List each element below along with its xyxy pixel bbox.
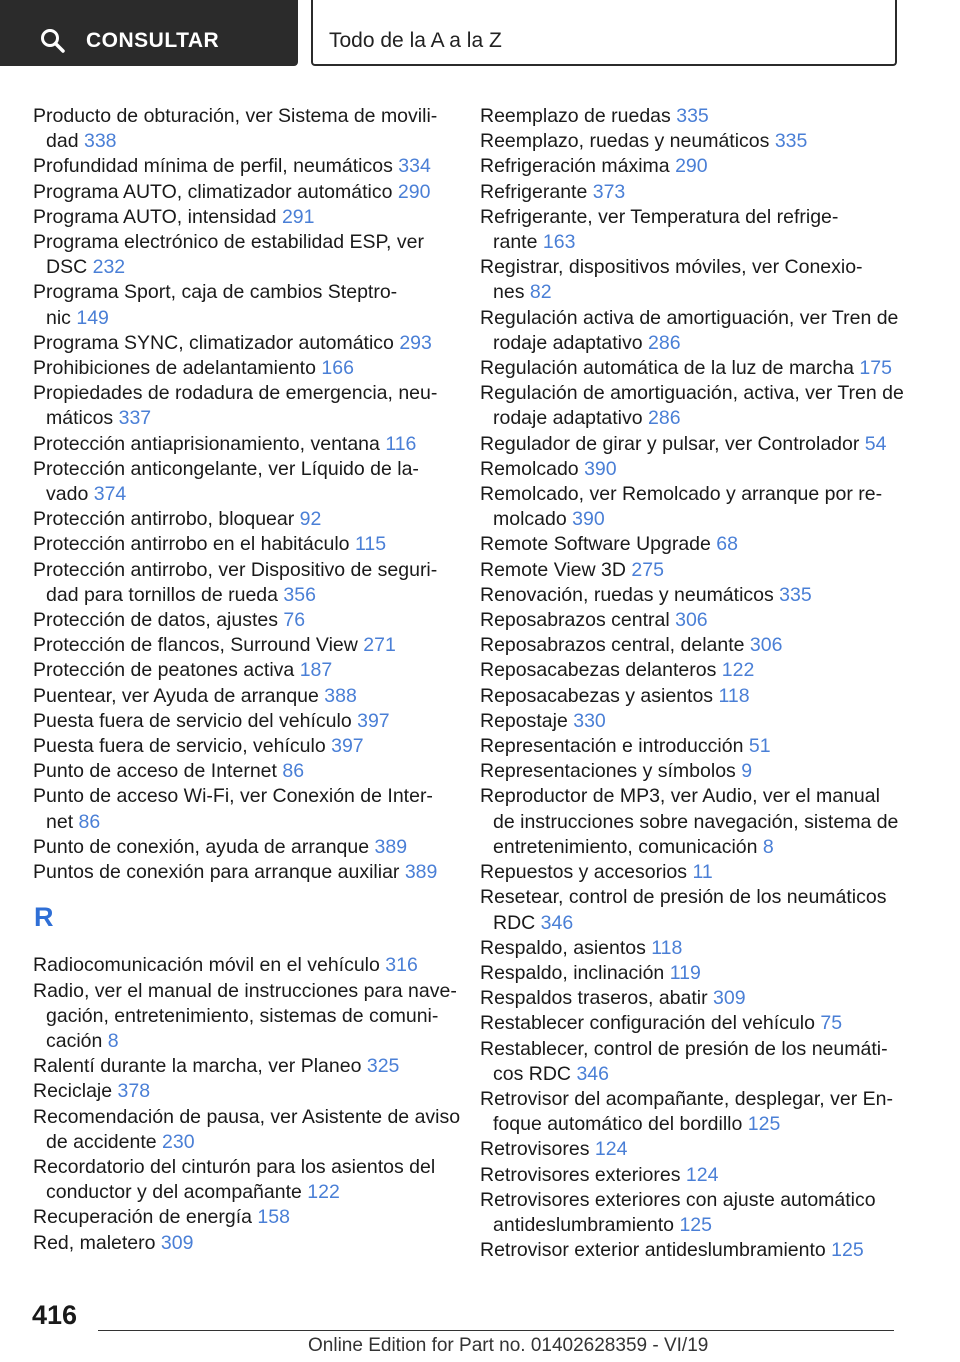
index-entry-text: rodaje adaptativo: [493, 407, 643, 430]
page-link[interactable]: 119: [669, 961, 701, 984]
index-entry-text: Reemplazo de ruedas: [480, 105, 671, 127]
index-entry-text: Programa AUTO, climatizador automático: [33, 180, 393, 203]
index-entry-text: Profundidad mínima de perfil, neumáticos: [33, 155, 393, 178]
index-entry: [480, 1238, 900, 1263]
index-entry: [33, 180, 458, 205]
index-entry: [33, 1155, 458, 1205]
index-entry: [33, 759, 458, 784]
index-entry: [33, 356, 458, 381]
index-entry: [33, 280, 458, 330]
index-entry-text: Restablecer, control de presión de los neumáti-: [480, 1037, 888, 1060]
page-link[interactable]: 325: [366, 1055, 400, 1078]
index-entry-text: Respaldo, asientos: [480, 936, 646, 959]
consult-button[interactable]: [0, 0, 298, 66]
page-link[interactable]: 122: [307, 1181, 340, 1204]
index-entry-text: Regulador de girar y pulsar, ver Controlador: [480, 432, 860, 455]
index-entry: [480, 104, 900, 129]
page-link[interactable]: 122: [721, 659, 755, 682]
page-link[interactable]: 389: [374, 835, 408, 858]
page-link[interactable]: 8: [107, 1029, 119, 1052]
tab-index-label: Todo de la A a la Z: [329, 29, 502, 52]
index-entry: [480, 154, 900, 179]
index-entry-text: Refrigerante: [480, 180, 588, 203]
index-entry: [480, 709, 900, 734]
index-entry: [33, 784, 458, 834]
top-bar: [0, 0, 960, 66]
page-link[interactable]: 116: [385, 432, 417, 455]
index-entry: [480, 306, 900, 356]
index-entry-text: Protección antirrobo, bloquear: [33, 508, 295, 531]
index-entry-text: Restablecer configuración del vehículo: [480, 1012, 815, 1035]
page-link[interactable]: 373: [592, 180, 626, 203]
index-entry: [480, 432, 900, 457]
index-entry-text: de accidente: [46, 1130, 157, 1153]
page-link[interactable]: 54: [864, 432, 887, 455]
index-entry: [33, 507, 458, 532]
page-link[interactable]: 118: [718, 684, 750, 707]
page-link[interactable]: 115: [354, 533, 387, 556]
index-entry: [480, 558, 900, 583]
index-entry-text: Reposabrazos central, delante: [480, 634, 745, 657]
index-list-p: [33, 104, 458, 885]
page-link[interactable]: 271: [363, 634, 396, 657]
page-link[interactable]: 51: [748, 735, 771, 758]
index-entry-text: Propiedades de rodadura de emergencia, neu-: [33, 382, 438, 405]
index-entry: [480, 684, 900, 709]
index-entry-text: Regulación activa de amortiguación, ver Tren de: [480, 306, 899, 329]
index-entry: [480, 633, 900, 658]
page-link[interactable]: 86: [78, 810, 101, 833]
page-number: 416: [32, 1300, 78, 1330]
index-entry-text: Protección antirrobo, ver Dispositivo de seguri-: [33, 558, 438, 581]
index-entry: [480, 860, 900, 885]
page-link[interactable]: 158: [257, 1206, 290, 1229]
index-entry-text: Protección anticongelante, ver Líquido de la-: [33, 457, 419, 480]
index-entry: [480, 986, 900, 1011]
index-entry-text: Refrigerante, ver Temperatura del refrige-: [480, 205, 839, 228]
index-entry-text: Protección de datos, ajustes: [33, 609, 278, 632]
page-link[interactable]: 290: [675, 155, 708, 178]
index-entry: [33, 633, 458, 658]
page-link[interactable]: 8: [762, 835, 774, 858]
index-entry-text: Recomendación de pausa, ver Asistente de aviso: [33, 1105, 461, 1128]
page-link[interactable]: 335: [779, 583, 812, 606]
index-entry: [33, 532, 458, 557]
index-entry: [480, 381, 904, 431]
footer-divider: [98, 1330, 894, 1331]
index-entry-text: Protección antiaprisionamiento, ventana: [33, 432, 380, 455]
page-link[interactable]: 356: [283, 583, 316, 606]
page-link[interactable]: 124: [685, 1163, 719, 1186]
index-entry-text: rodaje adaptativo: [493, 331, 643, 354]
page-link[interactable]: 230: [162, 1130, 195, 1153]
index-entry-text: Reposacabezas y asientos: [480, 684, 714, 707]
index-entry-text: Repuestos y accesorios: [480, 861, 688, 884]
index-entry-text: Renovación, ruedas y neumáticos: [480, 583, 774, 606]
index-entry-text: conductor y del acompañante: [46, 1181, 302, 1204]
page-link[interactable]: 163: [542, 231, 576, 254]
index-entry-text: de instrucciones sobre navegación, sistema de: [493, 810, 899, 833]
index-entry: [33, 734, 458, 759]
index-entry: [480, 1163, 900, 1188]
index-list-r: [33, 953, 461, 1255]
index-entry-text: Representaciones y símbolos: [480, 760, 736, 783]
index-entry-text: Puentear, ver Ayuda de arranque: [33, 684, 319, 707]
index-entry: [480, 255, 900, 305]
index-entry: [480, 1087, 900, 1137]
page-link[interactable]: 149: [76, 306, 109, 329]
index-entry-text: Programa Sport, caja de cambios Steptro-: [33, 281, 398, 304]
page-link[interactable]: 338: [83, 130, 117, 153]
index-entry-text: Reemplazo, ruedas y neumáticos: [480, 130, 770, 153]
page-link[interactable]: 125: [831, 1239, 864, 1262]
index-entry-text: Red, maletero: [33, 1231, 156, 1254]
index-entry: [480, 482, 900, 532]
index-entry: [33, 104, 458, 154]
index-entry: [480, 180, 900, 205]
index-entry-text: Retrovisores exteriores con ajuste automático: [480, 1188, 876, 1211]
index-entry: [480, 583, 900, 608]
index-entry: [480, 1037, 900, 1087]
page-link[interactable]: 334: [398, 155, 431, 178]
index-entry-text: cación: [46, 1029, 103, 1052]
page-link[interactable]: 125: [747, 1113, 781, 1136]
page-link[interactable]: 330: [573, 709, 606, 732]
index-entry-text: Puntos de conexión para arranque auxiliar: [33, 861, 400, 884]
index-entry: [33, 953, 458, 978]
index-entry-text: Producto de obturación, ver Sistema de movili-: [33, 105, 438, 127]
page-link[interactable]: 92: [299, 508, 322, 531]
index-entry: [33, 835, 458, 860]
index-entry-text: entretenimiento, comunicación: [493, 835, 758, 858]
page-link[interactable]: 335: [676, 105, 709, 127]
index-entry: [33, 1105, 461, 1155]
index-entry-text: antideslumbramiento: [493, 1213, 675, 1236]
index-entry-text: Punto de acceso de Internet: [33, 760, 277, 783]
index-entry: [33, 1079, 458, 1104]
index-entry: [33, 558, 458, 608]
page-link[interactable]: 306: [675, 609, 708, 632]
page-link[interactable]: 125: [679, 1213, 712, 1236]
index-entry: [480, 457, 900, 482]
index-entry: [33, 684, 458, 709]
index-entry: [480, 961, 900, 986]
index-entry-text: Protección antirrobo en el habitáculo: [33, 533, 350, 556]
page-link[interactable]: 82: [529, 281, 552, 304]
index-entry-text: Recuperación de energía: [33, 1206, 252, 1229]
index-entry-text: Repostaje: [480, 709, 568, 732]
index-entry-text: dad: [46, 130, 79, 153]
page-link[interactable]: 374: [93, 483, 127, 506]
page-link[interactable]: 86: [282, 760, 305, 783]
page-link[interactable]: 309: [713, 987, 746, 1010]
index-entry-text: Recordatorio del cinturón para los asientos del: [33, 1155, 436, 1178]
page-link[interactable]: 309: [160, 1231, 194, 1254]
page-link[interactable]: 346: [576, 1062, 609, 1085]
index-entry: [33, 381, 458, 431]
index-entry-text: Programa SYNC, climatizador automático: [33, 331, 394, 354]
index-entry-text: rante: [493, 231, 538, 254]
page-link[interactable]: 124: [594, 1138, 628, 1161]
index-entry: [480, 658, 900, 683]
page-link[interactable]: 378: [117, 1080, 151, 1103]
section-letter-r: R: [34, 902, 54, 933]
index-entry: [480, 885, 900, 935]
index-entry: [33, 608, 458, 633]
index-entry-text: Reposabrazos central: [480, 609, 670, 632]
page-link[interactable]: 293: [399, 331, 432, 354]
page-link[interactable]: 388: [324, 684, 357, 707]
index-entry-text: Protección de peatones activa: [33, 659, 295, 682]
index-entry: [33, 331, 458, 356]
index-entry-text: Respaldos traseros, abatir: [480, 987, 708, 1010]
index-entry: [33, 205, 458, 230]
page-link[interactable]: 75: [820, 1012, 843, 1035]
consult-label: CONSULTAR: [86, 29, 220, 52]
index-column-right: [480, 104, 904, 1263]
index-entry-text: Retrovisor exterior antideslumbramiento: [480, 1239, 826, 1262]
index-entry: [480, 1188, 900, 1238]
page-link[interactable]: 390: [572, 508, 605, 531]
page-link[interactable]: 316: [385, 954, 418, 977]
index-entry: [33, 457, 458, 507]
index-entry: [33, 658, 458, 683]
index-entry: [33, 1054, 458, 1079]
page-link[interactable]: 118: [651, 936, 683, 959]
index-entry-text: Protección de flancos, Surround View: [33, 634, 358, 657]
index-entry-text: RDC: [493, 911, 536, 934]
index-entry: [480, 759, 900, 784]
page-link[interactable]: 76: [283, 609, 306, 632]
page-link[interactable]: 397: [357, 709, 390, 732]
index-entry-text: Reciclaje: [33, 1080, 113, 1103]
page-link[interactable]: 166: [321, 357, 354, 380]
search-icon: [40, 28, 66, 54]
index-entry: [33, 230, 458, 280]
page-link[interactable]: 337: [118, 407, 152, 430]
page-link[interactable]: 306: [749, 634, 783, 657]
index-entry-text: Remote Software Upgrade: [480, 533, 711, 556]
index-entry-text: Reposacabezas delanteros: [480, 659, 717, 682]
page-link[interactable]: 390: [584, 457, 617, 480]
page-link[interactable]: 68: [716, 533, 738, 556]
index-column-left: [33, 104, 461, 1256]
index-entry-text: Remolcado: [480, 457, 579, 480]
index-entry-text: Radiocomunicación móvil en el vehículo: [33, 954, 380, 977]
index-entry-text: Respaldo, inclinación: [480, 961, 665, 984]
page-link[interactable]: 286: [648, 331, 681, 354]
index-entry-text: Regulación automática de la luz de marcha: [480, 357, 854, 380]
index-entry-text: Refrigeración máxima: [480, 155, 670, 178]
index-entry-text: Puesta fuera de servicio, vehículo: [33, 735, 326, 758]
index-entry: [33, 432, 458, 457]
index-entry: [480, 734, 900, 759]
page-link[interactable]: 232: [92, 256, 126, 279]
tab-index-a-z[interactable]: [311, 0, 897, 66]
index-entry-text: vado: [46, 483, 89, 506]
index-entry-text: gación, entretenimiento, sistemas de comuni-: [46, 1004, 439, 1027]
index-entry-text: Remote View 3D: [480, 558, 626, 581]
index-entry: [480, 205, 900, 255]
index-entry-text: net: [46, 810, 74, 833]
page-link[interactable]: 397: [331, 735, 364, 758]
index-entry-text: Puesta fuera de servicio del vehículo: [33, 709, 352, 732]
page-link[interactable]: 389: [404, 861, 438, 884]
index-entry-text: Retrovisores: [480, 1138, 590, 1161]
index-entry-text: Remolcado, ver Remolcado y arranque por re-: [480, 483, 883, 506]
page-link[interactable]: 335: [774, 130, 808, 153]
index-entry-text: Prohibiciones de adelantamiento: [33, 357, 316, 380]
index-entry: [33, 860, 458, 885]
page-link[interactable]: 346: [540, 911, 574, 934]
page-link[interactable]: 286: [648, 407, 681, 430]
footer-edition-text: Online Edition for Part no. 01402628359 - VI/19: [308, 1335, 709, 1356]
index-entry: [480, 1011, 900, 1036]
index-entry: [33, 1205, 458, 1230]
index-entry-text: Resetear, control de presión de los neumáticos: [480, 886, 887, 909]
index-entry: [480, 532, 900, 557]
index-entry-text: Radio, ver el manual de instrucciones para nave-: [33, 979, 457, 1002]
index-entry-text: molcado: [493, 508, 567, 531]
index-entry-text: nic: [46, 306, 71, 329]
index-list-re: [480, 104, 904, 1263]
index-entry-text: Retrovisores exteriores: [480, 1163, 681, 1186]
index-entry: [480, 129, 900, 154]
index-entry: [480, 356, 900, 381]
index-entry-text: Ralentí durante la marcha, ver Planeo: [33, 1055, 362, 1078]
page-link[interactable]: 290: [397, 180, 431, 203]
page-link[interactable]: 275: [631, 558, 664, 581]
page-link[interactable]: 187: [299, 659, 333, 682]
index-entry: [480, 936, 900, 961]
index-entry-text: nes: [493, 281, 525, 304]
index-entry-text: dad para tornillos de rueda: [46, 583, 278, 606]
index-entry-text: cos RDC: [493, 1062, 572, 1085]
index-entry: [480, 608, 900, 633]
page-link[interactable]: 9: [741, 760, 753, 783]
index-entry: [480, 784, 900, 860]
index-entry: [480, 1137, 900, 1162]
index-entry-text: máticos: [46, 407, 114, 430]
index-entry-text: Programa AUTO, intensidad: [33, 205, 277, 228]
index-entry-text: Regulación de amortiguación, activa, ver Tren de: [480, 382, 904, 405]
index-entry-text: Registrar, dispositivos móviles, ver Conexio-: [480, 256, 863, 279]
index-entry-text: Representación e introducción: [480, 735, 744, 758]
index-entry-text: DSC: [46, 256, 88, 279]
index-entry: [33, 979, 458, 1055]
page-link[interactable]: 11: [692, 861, 713, 884]
page-link[interactable]: 291: [281, 205, 315, 228]
index-entry-text: Programa electrónico de estabilidad ESP, ver: [33, 231, 424, 254]
index-entry-text: Retrovisor del acompañante, desplegar, ver En-: [480, 1087, 893, 1110]
index-entry: [33, 1231, 458, 1256]
index-entry: [33, 709, 458, 734]
index-entry-text: Punto de conexión, ayuda de arranque: [33, 835, 370, 858]
page-link[interactable]: 175: [859, 357, 892, 380]
index-entry-text: foque automático del bordillo: [493, 1113, 743, 1136]
index-entry-text: Punto de acceso Wi-Fi, ver Conexión de Inter-: [33, 785, 433, 808]
index-entry: [33, 154, 458, 179]
index-entry-text: Reproductor de MP3, ver Audio, ver el manual: [480, 785, 880, 808]
